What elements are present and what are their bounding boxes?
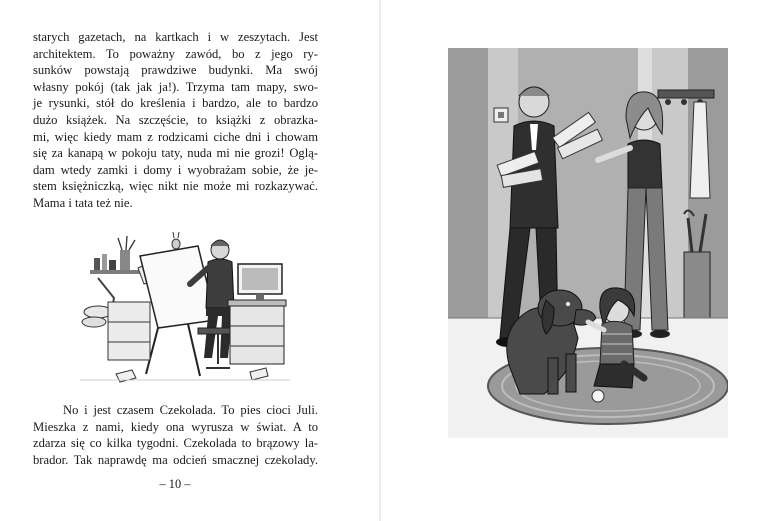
text-line: je rysunki, stół do kreślenia i bardzo, ale to bardzo <box>33 96 318 111</box>
text-line: dużo książek. Na szczęście, to książki z obrazka- <box>33 112 318 127</box>
text-line: mi, więc kiedy mam z rodzicami ciche dni i chowam <box>33 129 318 144</box>
text-line: architektem. To poważny zawód, bo z jego ry- <box>33 46 318 61</box>
right-page <box>380 0 760 521</box>
architect-drawing <box>80 228 290 388</box>
text-line: się za kanapą w pokoju taty, nuda mi nie grozi! Oglą- <box>33 146 318 161</box>
family-illustration <box>448 38 728 438</box>
page-number: – 10 – <box>159 477 191 491</box>
text-line: sunków powstają prawdziwe budynki. Ma swój <box>33 63 318 78</box>
paragraph-czekolada <box>33 402 318 468</box>
text-line: zdarza się co kilka tygodni. Czekolada to brązowy la- <box>33 436 318 451</box>
family-drawing <box>448 38 728 438</box>
text-line: brador. Tak naprawdę ma odcień smacznej czekolady. <box>33 452 318 467</box>
text-line: Mama i tata też nie. <box>33 195 133 210</box>
paragraph-intro <box>33 29 318 212</box>
text-line: dam wtedy zamki i domy i wyobrażam sobie, że je- <box>33 162 318 177</box>
text-line: No i jest czasem Czekolada. To pies cioci Juli. <box>63 403 318 417</box>
architect-illustration <box>80 228 290 388</box>
text-line: stem księżniczką, więc nikt nie może mi rozkazywać. <box>33 179 318 194</box>
text-line: Mieszka z nami, kiedy ona wyrusza w świat. A to <box>33 419 318 434</box>
text-line: własny pokój (tak jak ja!). Trzyma tam mapy, swo- <box>33 79 318 94</box>
text-line: starych gazetach, na kartkach i w zeszytach. Jest <box>33 30 318 44</box>
